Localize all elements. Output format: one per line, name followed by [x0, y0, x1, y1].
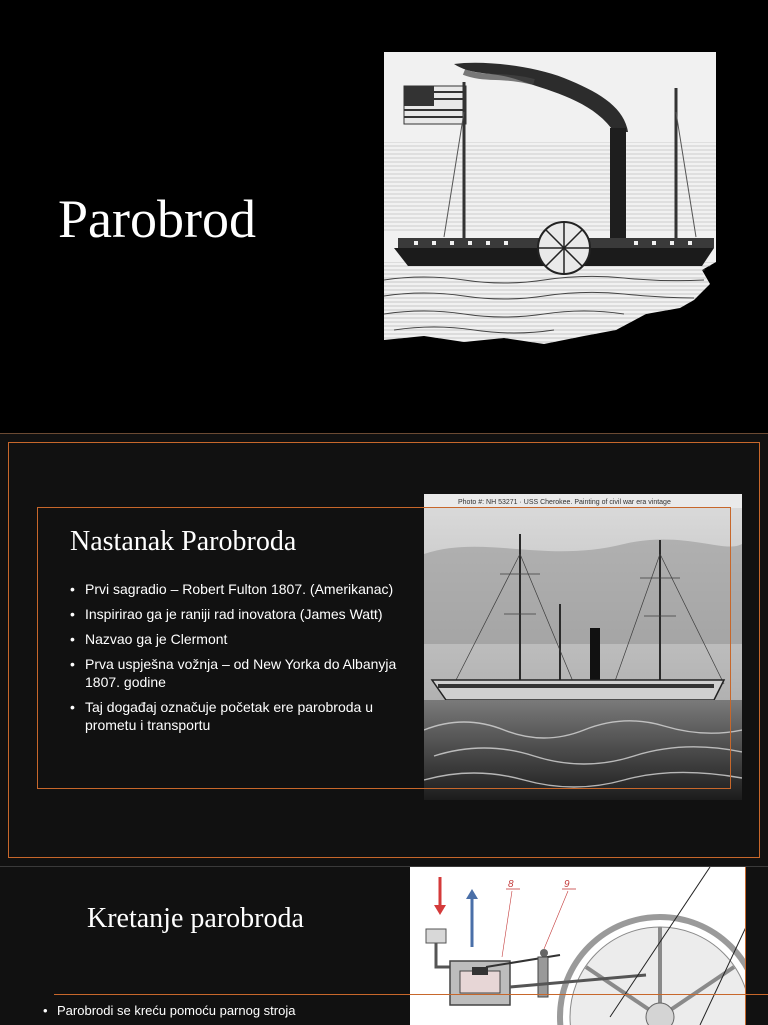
photo-caption: Photo #: NH 53271 · USS Cherokee. Painting of civil war era vintage [458, 499, 671, 506]
list-item: • Parobrodi se kreću pomoću parnog stroja [43, 1003, 295, 1018]
list-item: • Prvi sagradio – Robert Fulton 1807. (Amerikanac) [70, 580, 400, 598]
slide-kretanje-parobroda [0, 866, 768, 1025]
diagram-label: 8 [508, 879, 514, 890]
slide-title: Parobrod [58, 189, 256, 249]
diagram-label: 9 [564, 879, 570, 890]
divider [54, 994, 768, 995]
slide-title: Nastanak Parobroda [70, 526, 297, 557]
list-item: • Taj događaj označuje početak ere parobroda u prometu i transportu [70, 698, 400, 734]
list-item: • Inspirirao ga je raniji rad inovatora (James Watt) [70, 605, 400, 623]
divider [745, 867, 746, 1025]
paddle-steamer-engraving-image [384, 52, 716, 348]
bullet-list [43, 1003, 295, 1018]
slide-nastanak-parobroda [0, 433, 768, 866]
list-item: • Nazvao ga je Clermont [70, 630, 400, 648]
bullet-list [70, 580, 400, 741]
slide-parobrod [0, 0, 768, 432]
steam-engine-diagram [410, 867, 746, 1025]
list-item: • Prva uspješna vožnja – od New Yorka do Albanyja 1807. godine [70, 655, 400, 691]
slide-title: Kretanje parobroda [87, 903, 304, 934]
